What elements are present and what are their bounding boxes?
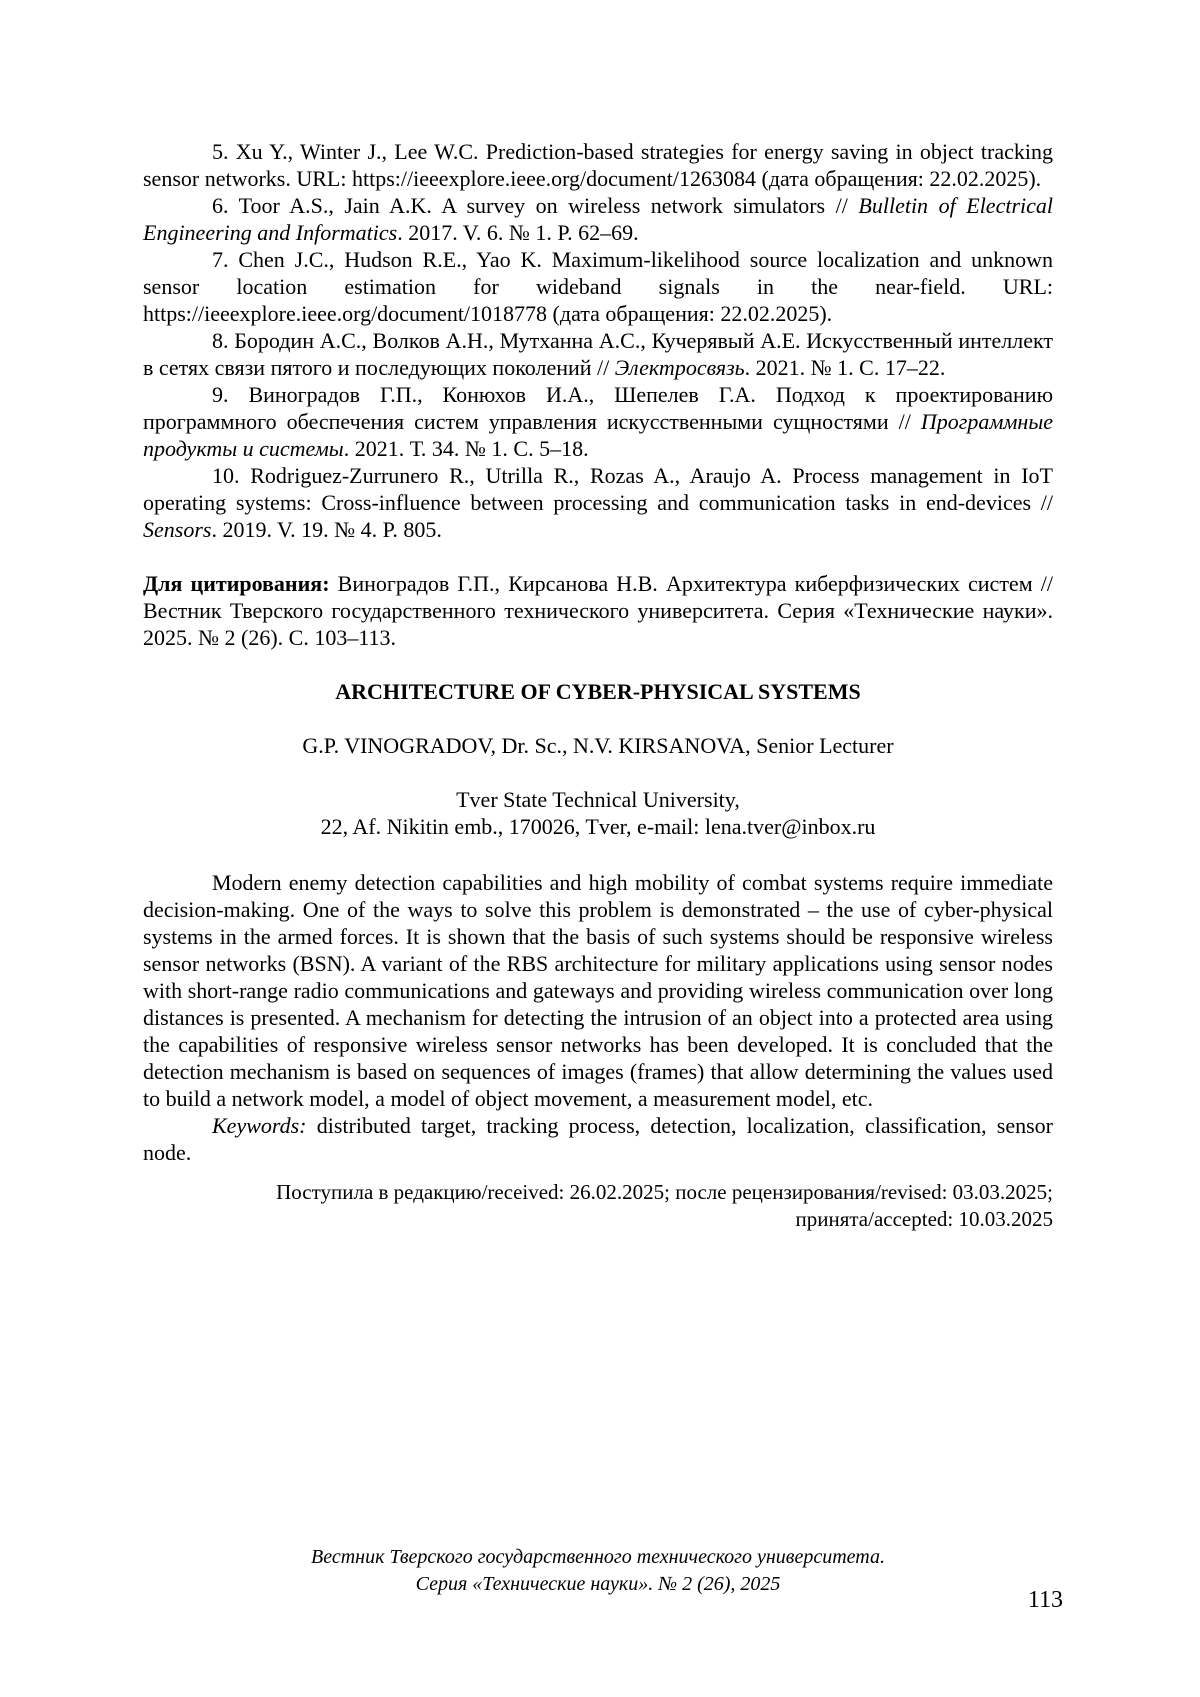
abstract-paragraph: Modern enemy detection capabilities and high mobility of combat systems require immediate decision-making. One of the ways to solve this problem is demonstrated – the use of cyber-physical systems in the armed forces. It is shown that the basis of such systems should be responsive wireless sensor networks (BSN). A variant of the RBS architecture for military applications using sensor nodes with short-range radio communications and gateways and providing wireless communication over long distances is presented. A mechanism for detecting the intrusion of an object into a protected area using the capabilities of responsive wireless sensor networks has been developed. It is concluded that the detection mechanism is based on sequences of images (frames) that allow determining the values used to build a network model, a model of object movement, a measurement model, etc.: [143, 870, 1053, 1111]
page-number: 113: [1027, 1587, 1063, 1613]
keywords-text: distributed target, tracking process, detection, localization, classification, sensor node.: [143, 1113, 1053, 1165]
reference-journal-title: Программные продукты и системы: [143, 409, 1053, 461]
page-content: [143, 138, 1053, 1233]
citation-label: Для цитирования:: [143, 571, 330, 596]
reference-journal-title: Bulletin of Electrical Engineering and Informatics: [143, 193, 1053, 245]
reference-text: . 2021. Т. 34. № 1. С. 5–18.: [343, 436, 589, 461]
reference-item-5: [143, 138, 1053, 192]
citation-paragraph: [143, 570, 1053, 651]
keywords-paragraph: [143, 1112, 1053, 1166]
reference-item-7: [143, 246, 1053, 327]
reference-item-8: [143, 327, 1053, 381]
reference-text: 5. Xu Y., Winter J., Lee W.C. Prediction-based strategies for energy saving in object tracking sensor networks. URL: https://ieeexplore.ieee.org/document/1263084 (дата обращения: 22.02.2025).: [143, 139, 1053, 191]
affiliation-line-2: 22, Af. Nikitin emb., 170026, Tver, e-mail: lena.tver@inbox.ru: [320, 814, 876, 839]
citation-text: Виноградов Г.П., Кирсанова Н.В. Архитектура киберфизических систем // Вестник Тверского государственного технического университета. Серия «Технические науки». 2025. № 2 (26). С. 103–113.: [143, 571, 1053, 650]
reference-text: 10. Rodriguez-Zurrunero R., Utrilla R., Rozas A., Araujo A. Process management in IoT operating systems: Cross-influence between processing and communication tasks in end-devices //: [143, 463, 1053, 515]
received-dates-line-2: принята/accepted: 10.03.2025: [795, 1207, 1053, 1231]
reference-item-9: [143, 381, 1053, 462]
reference-item-6: [143, 192, 1053, 246]
reference-text: 9. Виноградов Г.П., Конюхов И.А., Шепелев Г.А. Подход к проектированию программного обеспечения систем управления искусственными сущностями //: [143, 382, 1053, 434]
reference-text: 8. Бородин А.С., Волков А.Н., Мутханна А.С., Кучерявый А.Е. Искусственный интеллект в сетях связи пятого и последующих поколений //: [143, 328, 1053, 380]
reference-text: . 2017. V. 6. № 1. P. 62–69.: [397, 220, 639, 245]
article-authors-line: G.P. VINOGRADOV, Dr. Sc., N.V. KIRSANOVA, Senior Lecturer: [302, 733, 894, 758]
reference-text: . 2021. № 1. С. 17–22.: [744, 355, 946, 380]
affiliation-line-1: Tver State Technical University,: [456, 787, 740, 812]
keywords-label: Keywords:: [212, 1113, 307, 1138]
reference-journal-title: Sensors: [143, 517, 212, 542]
received-dates-line-1: Поступила в редакцию/received: 26.02.2025; после рецензирования/revised: 03.03.2025;: [276, 1180, 1053, 1204]
journal-footer: [143, 1544, 1053, 1598]
footer-journal-line-1: Вестник Тверского государственного технического университета.: [311, 1546, 885, 1568]
reference-journal-title: Электросвязь: [614, 355, 745, 380]
reference-item-10: [143, 462, 1053, 543]
reference-text: . 2019. V. 19. № 4. P. 805.: [211, 517, 442, 542]
article-title-en: ARCHITECTURE OF CYBER-PHYSICAL SYSTEMS: [335, 679, 861, 704]
footer-journal-line-2: Серия «Технические науки». № 2 (26), 2025: [415, 1573, 781, 1595]
reference-text: 6. Toor A.S., Jain A.K. A survey on wireless network simulators //: [212, 193, 859, 218]
reference-text: 7. Chen J.C., Hudson R.E., Yao K. Maximum-likelihood source localization and unknown sensor location estimation for wideband signals in the near-field. URL: https://ieeexplore.ieee.org/document/1018778 (дата обращения: 22.02.2025).: [143, 247, 1053, 326]
